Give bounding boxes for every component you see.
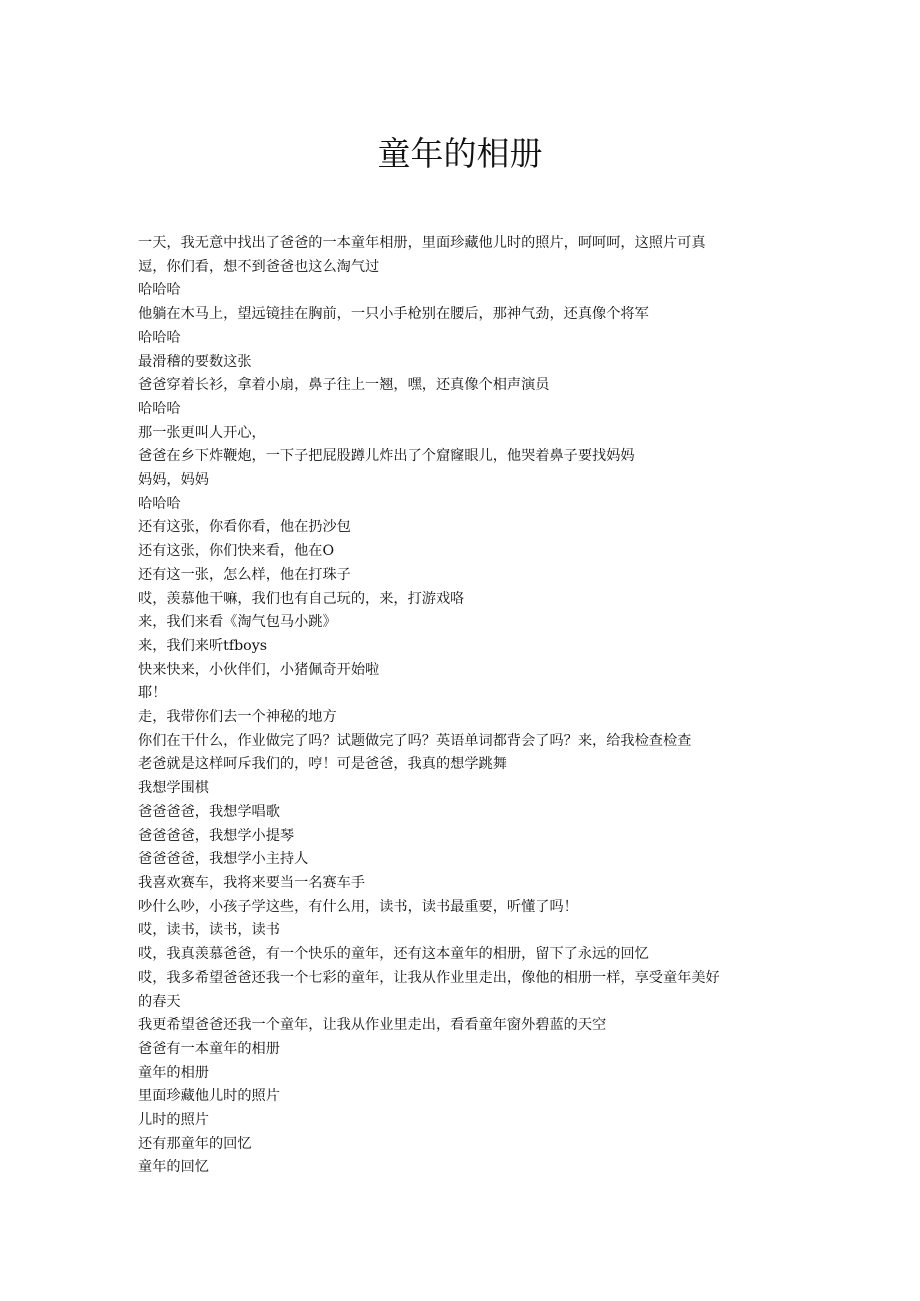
text-line: 来，我们来看《淘气包马小跳》 [138,614,337,631]
text-line: 哈哈哈 [138,495,181,512]
text-line: 童年的回忆 [138,1159,209,1176]
text-line: 快来快来，小伙伴们，小猪佩奇开始啦 [138,661,380,678]
text-line: 哈哈哈 [138,400,181,417]
text-line: 爸爸爸爸，我想学唱歌 [138,803,280,820]
text-line: 耶！ [138,685,167,702]
text-line: 来，我们来听tfboys [138,637,267,654]
text-line: 逗，你们看，想不到爸爸也这么淘气过 [138,258,380,275]
text-line: 最滑稽的要数这张 [138,353,252,370]
text-line: 走，我带你们去一个神秘的地方 [138,709,337,726]
text-line: 还有那童年的回忆 [138,1135,252,1152]
text-line: 爸爸爸爸，我想学小主持人 [138,851,309,868]
text-line: 爸爸穿着长衫，拿着小扇，鼻子往上一翘，嘿，还真像个相声演员 [138,377,550,394]
text-line: 一天，我无意中找出了爸爸的一本童年相册，里面珍藏他儿时的照片，呵呵呵，这照片可真 [138,235,706,251]
text-line: 还有这张，你们快来看，他在O [138,543,335,560]
text-line: 哈哈哈 [138,329,181,346]
text-line: 哎，读书，读书，读书 [138,922,280,939]
text-line: 那一张更叫人开心， [138,424,266,441]
text-line: 爸爸爸爸，我想学小提琴 [138,827,295,844]
text-line: 我喜欢赛车，我将来要当一名赛车手 [138,874,366,891]
text-line: 妈妈，妈妈 [138,472,209,489]
document-title: 童年的相册 [377,134,543,173]
text-line: 我更希望爸爸还我一个童年，让我从作业里走出，看看童年窗外碧蓝的天空 [138,1017,607,1034]
text-line: 我想学围棋 [138,780,209,797]
text-line: 老爸就是这样呵斥我们的，哼！可是爸爸，我真的想学跳舞 [138,756,507,773]
text-line: 童年的相册 [138,1064,209,1081]
text-line: 的春天 [138,993,181,1010]
text-line: 哎，羡慕他干嘛，我们也有自己玩的，来，打游戏咯 [138,590,465,607]
text-line: 里面珍藏他儿时的照片 [138,1088,280,1105]
text-line: 儿时的照片 [138,1112,209,1129]
text-line: 吵什么吵，小孩子学这些，有什么用，读书，读书最重要，听懂了吗！ [138,898,578,915]
document-body [138,232,780,1180]
text-line: 哈哈哈 [138,282,181,299]
text-line: 爸爸有一本童年的相册 [138,1040,280,1057]
text-line: 哎，我真羡慕爸爸，有一个快乐的童年，还有这本童年的相册，留下了永远的回忆 [138,946,649,963]
text-line: 还有这张，你看你看，他在扔沙包 [138,519,351,536]
text-line: 他躺在木马上，望远镜挂在胸前，一只小手枪别在腰后，那神气劲，还真像个将军 [138,306,649,323]
text-line: 还有这一张，怎么样，他在打珠子 [138,566,351,583]
text-line: 哎，我多希望爸爸还我一个七彩的童年，让我从作业里走出，像他的相册一样，享受童年美好 [138,969,720,986]
text-line: 爸爸在乡下炸鞭炮，一下子把屁股蹲儿炸出了个窟窿眼儿，他哭着鼻子要找妈妈 [138,448,635,465]
text-line: 你们在干什么，作业做完了吗？试题做完了吗？英语单词都背会了吗？来，给我检查检查 [138,732,692,749]
